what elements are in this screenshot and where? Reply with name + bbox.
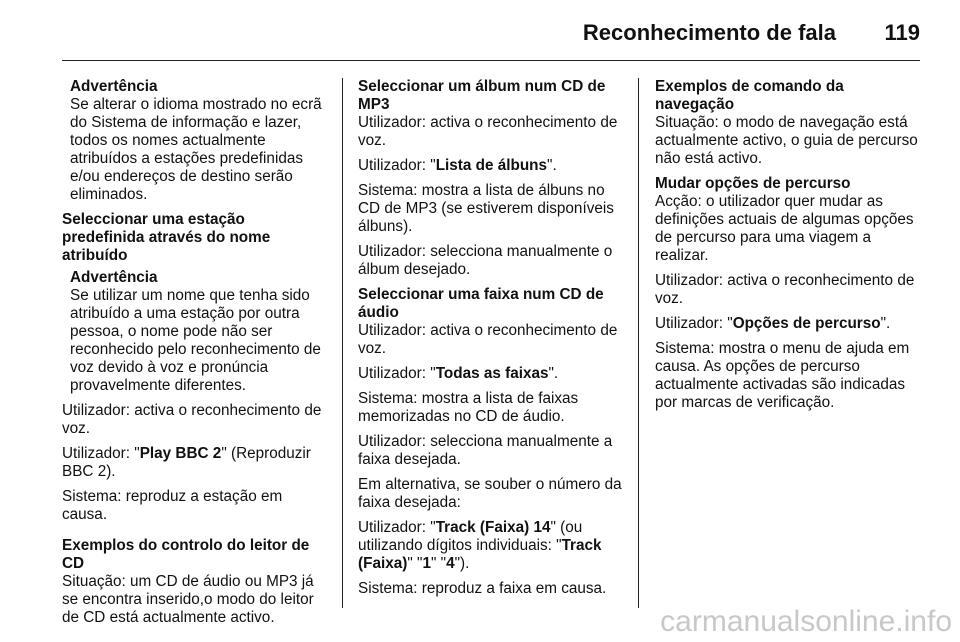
note-text: Se utilizar um nome que tenha sido atribuído a uma estação por outra pessoa, o nome pode não ser reconhecido pelo reconhecimento de voz devido à voz e pronúncia provavelmente diferentes.: [70, 287, 321, 394]
note-text: Se alterar o idioma mostrado no ecrã do Sistema de informação e lazer, todos os nomes actualmente atribuídos a estações predefinidas e/ou endereços de destino serão eliminados.: [70, 96, 322, 203]
paragraph: Acção: o utilizador quer mudar as definições actuais de algumas opções de percurso para uma viagem a realizar.: [655, 193, 914, 264]
text: " (ou utilizando dígitos individuais: ": [358, 519, 583, 554]
section-heading-mp3-album: Seleccionar um álbum num CD de MP3: [358, 78, 606, 113]
paragraph: Sistema: mostra a lista de faixas memorizadas no CD de áudio.: [358, 390, 579, 425]
voice-command: Track (Faixa): [358, 537, 602, 572]
section-heading-audio-track: Seleccionar uma faixa num CD de áudio: [358, 286, 604, 321]
paragraph: Em alternativa, se souber o número da faixa desejada:: [358, 476, 622, 511]
voice-command: 1: [422, 555, 431, 572]
note-title: Advertência: [70, 269, 158, 286]
page-header: [0, 0, 960, 62]
text: ".: [880, 315, 891, 332]
section-heading-route-options: Mudar opções de percurso: [655, 175, 851, 192]
text: Utilizador: ": [358, 365, 436, 382]
note-language-change: [70, 78, 328, 204]
column-1: [62, 78, 328, 634]
watermark: carmanualsonline.info: [660, 605, 952, 638]
voice-command: Play BBC 2: [139, 445, 222, 462]
note-title: Advertência: [70, 78, 158, 95]
text: ".: [547, 157, 557, 174]
text: ".: [548, 365, 559, 382]
section-heading-cd-player: Exemplos do controlo do leitor de CD: [62, 537, 310, 572]
voice-command: Lista de álbuns: [435, 157, 548, 174]
paragraph: Sistema: mostra o menu de ajuda em causa. As opções de percurso actualmente activadas são indicadas por marcas de verificação.: [655, 340, 910, 411]
paragraph-command: [358, 157, 624, 175]
text: " (Reproduzir BBC 2).: [62, 445, 311, 480]
text: Utilizador: ": [655, 315, 733, 332]
text: Utilizador: ": [358, 157, 436, 174]
voice-command: Track (Faixa) 14: [435, 519, 551, 536]
page-number: 119: [884, 20, 920, 45]
paragraph: Utilizador: selecciona manualmente o álbum desejado.: [358, 243, 613, 278]
paragraph: Sistema: mostra a lista de álbuns no CD de MP3 (se estiverem disponíveis álbuns).: [358, 182, 614, 235]
paragraph-command: [358, 365, 624, 383]
section-heading-preset-station: Seleccionar uma estação predefinida através do nome atribuído: [62, 211, 271, 264]
column-divider-2: [638, 78, 639, 608]
paragraph: Utilizador: activa o reconhecimento de voz.: [358, 322, 618, 357]
paragraph-command: [358, 519, 624, 573]
section-heading-navigation: Exemplos de comando da navegação: [655, 78, 844, 113]
paragraph: Utilizador: activa o reconhecimento de voz.: [358, 114, 618, 149]
voice-command: Opções de percurso: [732, 315, 881, 332]
paragraph: Utilizador: activa o reconhecimento de voz.: [655, 272, 915, 307]
text: " ": [430, 555, 447, 572]
paragraph: Utilizador: activa o reconhecimento de voz.: [62, 402, 322, 437]
column-2: [358, 78, 624, 605]
note-name-recognition: [70, 269, 328, 395]
paragraph: Utilizador: selecciona manualmente a faixa desejada.: [358, 433, 613, 468]
text: Utilizador: ": [358, 519, 436, 536]
voice-command: 4: [446, 555, 455, 572]
paragraph: Sistema: reproduz a estação em causa.: [62, 488, 283, 523]
text: " ": [407, 555, 423, 572]
header-divider: [62, 60, 920, 61]
column-3: [655, 78, 925, 419]
paragraph: Situação: um CD de áudio ou MP3 já se encontra inserido,o modo do leitor de CD está actualmente activo.: [62, 573, 314, 626]
text: ").: [454, 555, 470, 572]
paragraph-command: [62, 445, 328, 481]
paragraph: Sistema: reproduz a faixa em causa.: [358, 580, 607, 597]
column-divider-1: [342, 78, 343, 608]
paragraph-command: [655, 315, 925, 333]
text: Utilizador: ": [62, 445, 140, 462]
page-title: Reconhecimento de fala: [582, 20, 836, 45]
paragraph: Situação: o modo de navegação está actualmente activo, o guia de percurso não está activo.: [655, 114, 918, 167]
voice-command: Todas as faixas: [435, 365, 549, 382]
